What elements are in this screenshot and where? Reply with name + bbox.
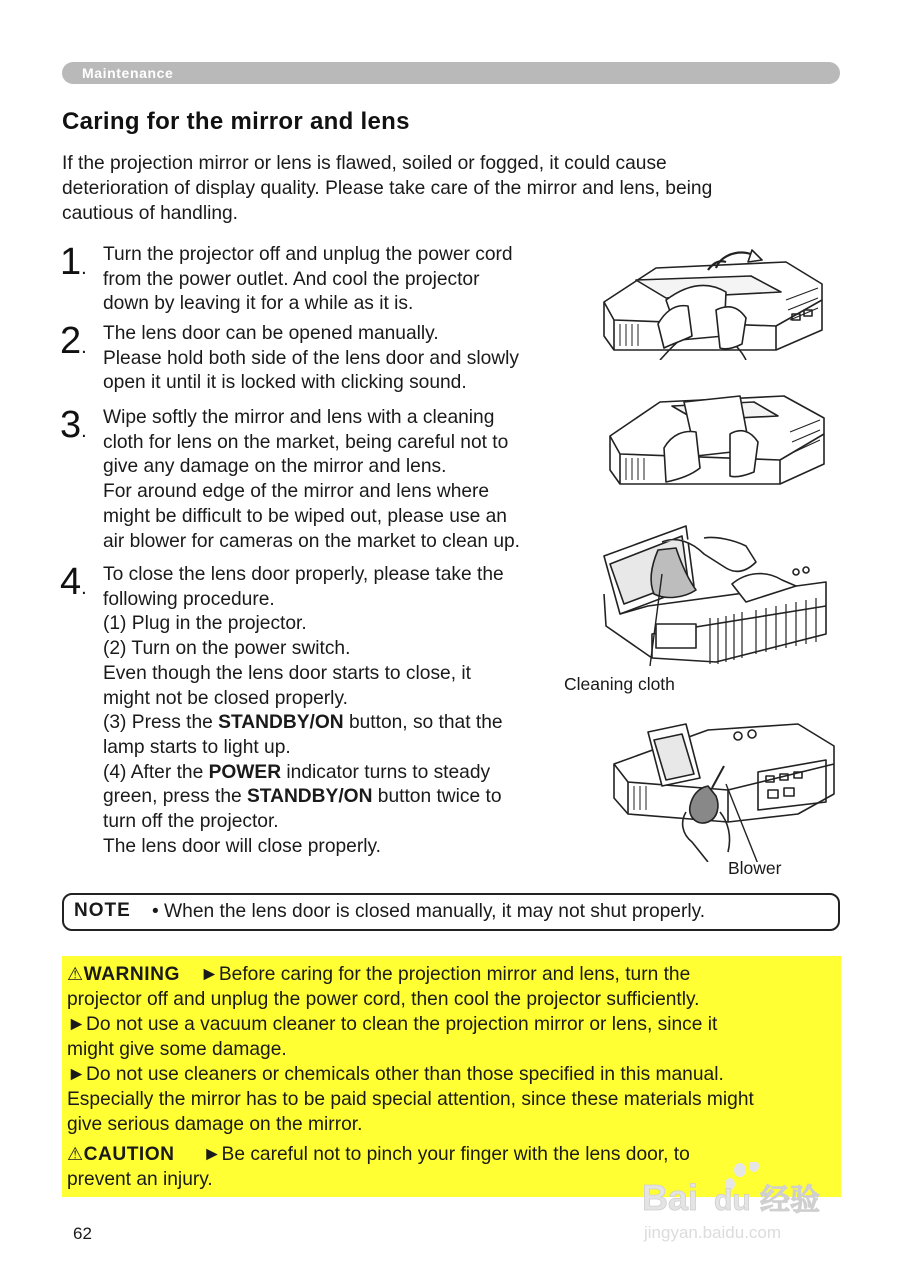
step-number: 2. xyxy=(60,320,87,362)
note-text: • When the lens door is closed manually, it may not shut properly. xyxy=(152,901,706,922)
step-text: To close the lens door properly, please take the following procedure. (1) Plug in the projector. (2) Turn on the power switch. Even though the lens door starts to close, it might not be closed properly. (3) Press the STANDBY/ON button, so that the lamp starts to light up. (4) After the POWER indicator turns to steady green, press the STANDBY/ON button twice to turn off the projector. The lens door will close properly. xyxy=(103,564,504,857)
warning-line: ►Do not use a vacuum cleaner to clean the projection mirror or lens, since it xyxy=(67,1014,718,1035)
cleaning-cloth-illustration xyxy=(596,514,842,674)
svg-text:du: du xyxy=(714,1184,751,1217)
blower-illustration xyxy=(608,702,840,862)
warning-line: ►Do not use cleaners or chemicals other than those specified in this manual. xyxy=(67,1064,724,1085)
page-number: 62 xyxy=(73,1224,92,1243)
step-number: 1. xyxy=(60,241,87,283)
warning-line: Especially the mirror has to be paid special attention, since these materials might xyxy=(67,1089,754,1110)
warning-line: projector off and unplug the power cord, then cool the projector sufficiently. xyxy=(67,989,700,1010)
page-title: Caring for the mirror and lens xyxy=(62,108,410,135)
warning-heading: ⚠WARNING xyxy=(67,964,180,985)
projector-door-opened-illustration xyxy=(604,372,842,494)
warning-line: ►Before caring for the projection mirror and lens, turn the xyxy=(199,964,691,985)
intro-line: deterioration of display quality. Please take care of the mirror and lens, being xyxy=(62,178,713,199)
intro-paragraph xyxy=(62,151,842,226)
step-text: Wipe softly the mirror and lens with a cleaning cloth for lens on the market, being careful not to give any damage on the mirror and lens. For around edge of the mirror and lens where might be difficult to be wiped out, please use an air blower for cameras on the market to clean up. xyxy=(103,407,520,552)
step-text: Turn the projector off and unplug the power cord from the power outlet. And cool the projector down by leaving it for a while as it is. xyxy=(103,244,513,315)
section-label: Maintenance xyxy=(82,65,174,81)
note-box xyxy=(62,893,840,931)
intro-line: If the projection mirror or lens is flawed, soiled or fogged, it could cause xyxy=(62,153,667,174)
step-text: The lens door can be opened manually. Please hold both side of the lens door and slowly open it until it is locked with clicking sound. xyxy=(103,323,519,394)
intro-line: cautious of handling. xyxy=(62,203,239,224)
svg-text:jingyan.baidu.com: jingyan.baidu.com xyxy=(644,1223,782,1242)
warning-line: might give some damage. xyxy=(67,1039,287,1060)
svg-text:Bai: Bai xyxy=(642,1177,699,1218)
caution-heading: ⚠CAUTION xyxy=(67,1144,175,1165)
warning-paragraph xyxy=(67,962,837,1137)
caution-line: prevent an injury. xyxy=(67,1169,213,1190)
step-number: 3. xyxy=(60,404,87,446)
svg-text:经验: 经验 xyxy=(760,1183,820,1218)
note-label: NOTE xyxy=(74,900,131,921)
baidu-watermark-logo xyxy=(640,1162,850,1252)
warning-line: give serious damage on the mirror. xyxy=(67,1114,363,1135)
section-header-bar xyxy=(62,62,840,84)
projector-open-door-illustration xyxy=(596,240,842,360)
warning-triangle-icon: ⚠ xyxy=(67,964,84,984)
warning-box xyxy=(62,956,841,1197)
cleaning-cloth-caption: Cleaning cloth xyxy=(564,674,675,694)
blower-caption: Blower xyxy=(728,858,782,878)
emphasized-term: STANDBY/ON xyxy=(247,786,373,808)
caution-line: ►Be careful not to pinch your finger with the lens door, to xyxy=(202,1144,690,1165)
emphasized-term: STANDBY/ON xyxy=(218,712,344,734)
emphasized-term: POWER xyxy=(208,761,282,783)
step-number: 4. xyxy=(60,561,87,603)
caution-triangle-icon: ⚠ xyxy=(67,1144,84,1164)
